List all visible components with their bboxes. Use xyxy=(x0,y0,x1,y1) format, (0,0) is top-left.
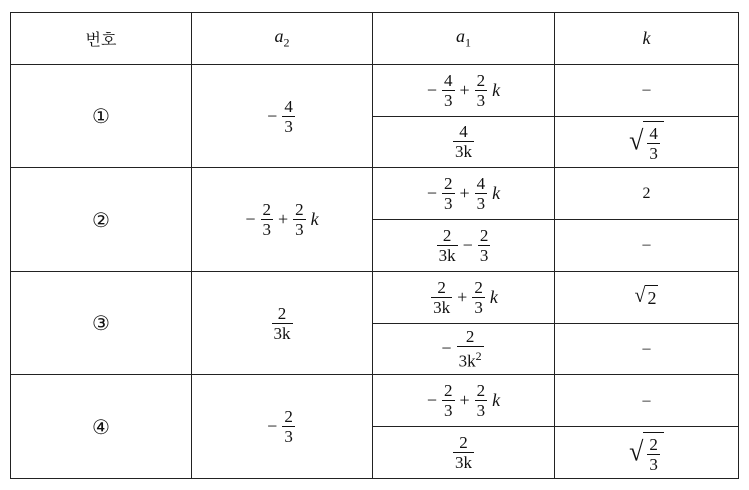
numerator: 2 xyxy=(465,327,475,347)
denominator: 3 xyxy=(479,245,489,265)
math-symbol: 1 xyxy=(465,35,471,50)
square-root: √ $\frac{4}{3}$ xyxy=(629,121,664,163)
numerator: 2 xyxy=(284,407,293,427)
denominator: 3k xyxy=(438,245,456,265)
square-root: √ $\frac{2}{3}$ xyxy=(629,432,664,474)
fraction xyxy=(457,327,484,371)
math-expression xyxy=(267,97,297,136)
math-expression xyxy=(451,122,476,161)
fraction xyxy=(261,200,274,239)
math-symbol: k xyxy=(492,79,501,100)
math-symbol: k xyxy=(642,27,651,48)
operator: + xyxy=(278,209,289,230)
operator: − xyxy=(267,416,278,437)
numerator: 2 xyxy=(442,225,452,245)
a1-cell xyxy=(373,168,555,220)
denominator: 3 xyxy=(295,220,304,240)
numerator: 2 xyxy=(277,303,287,323)
a2-cell xyxy=(192,375,373,479)
math-expression xyxy=(435,226,493,265)
denominator: 3 xyxy=(476,194,486,214)
operator: − xyxy=(462,234,473,255)
numerator: 2 xyxy=(479,225,489,245)
numerator: 2 xyxy=(444,174,453,194)
fraction xyxy=(647,124,660,163)
fraction xyxy=(453,433,474,472)
numerator: 2 xyxy=(437,277,446,297)
a1-cell xyxy=(373,323,555,375)
fraction xyxy=(293,200,306,239)
numerator: 2 xyxy=(476,70,486,90)
operator: + xyxy=(459,79,470,100)
a1-cell xyxy=(373,375,555,427)
denominator: 3 xyxy=(649,143,658,163)
numerator: 2 xyxy=(476,381,486,401)
math-symbol: a xyxy=(456,26,465,47)
operator: − xyxy=(426,79,437,100)
math-expression xyxy=(427,71,500,110)
fraction xyxy=(442,71,455,110)
numerator: 2 xyxy=(295,200,304,220)
math-symbol: 2 xyxy=(475,349,482,364)
k-cell: – xyxy=(555,375,739,427)
denominator: 3 xyxy=(474,297,483,317)
operator: − xyxy=(426,390,437,411)
math-expression xyxy=(441,327,485,371)
header-k xyxy=(555,13,739,65)
denominator: 3 xyxy=(476,401,486,421)
k-cell: – xyxy=(555,323,739,375)
row-number: ③ xyxy=(11,271,192,375)
a2-cell xyxy=(192,64,373,168)
operator: − xyxy=(245,209,256,230)
numerator: 4 xyxy=(284,96,293,116)
fraction xyxy=(647,435,660,474)
denominator: 3k xyxy=(455,453,472,473)
denominator: 3 xyxy=(444,401,453,421)
operator: + xyxy=(459,183,470,204)
fraction xyxy=(442,174,455,213)
math-symbol: k xyxy=(310,209,319,230)
fraction xyxy=(282,407,295,446)
header-a2 xyxy=(192,13,373,65)
a1-cell xyxy=(373,116,555,168)
header-a1 xyxy=(373,13,555,65)
a1-cell xyxy=(373,220,555,272)
operator: − xyxy=(267,105,278,126)
denominator: 3 xyxy=(476,90,486,110)
a1-cell xyxy=(373,427,555,479)
math-expression xyxy=(427,174,500,213)
a2-cell xyxy=(192,271,373,375)
header-number: 번호 xyxy=(11,13,192,65)
operator: + xyxy=(459,390,470,411)
fraction xyxy=(475,71,488,110)
row-number: ④ xyxy=(11,375,192,479)
numerator: 2 xyxy=(262,200,271,220)
math-symbol: 2 xyxy=(283,35,290,50)
operator: + xyxy=(457,286,468,307)
k-cell xyxy=(555,271,739,323)
fraction xyxy=(478,226,491,265)
k-cell xyxy=(555,116,739,168)
math-expression xyxy=(270,304,295,343)
math-symbol: a xyxy=(274,26,284,47)
math-expression xyxy=(451,433,476,472)
fraction xyxy=(472,278,485,317)
math-expression xyxy=(245,200,318,239)
fraction xyxy=(431,278,452,317)
table-row xyxy=(11,168,739,220)
numerator: 4 xyxy=(444,70,453,90)
fraction xyxy=(453,122,474,161)
math-symbol: k xyxy=(492,183,501,204)
k-cell: 2 xyxy=(555,168,739,220)
operator: − xyxy=(426,183,437,204)
denominator: 3k xyxy=(455,142,472,162)
k-cell: – xyxy=(555,64,739,116)
fraction xyxy=(282,97,295,136)
k-cell: – xyxy=(555,220,739,272)
denominator: 3 xyxy=(444,194,453,214)
k-cell xyxy=(555,427,739,479)
fraction xyxy=(475,174,488,213)
fraction xyxy=(475,381,488,420)
math-symbol: k xyxy=(492,390,501,411)
table-row xyxy=(11,271,739,323)
numerator: 2 xyxy=(444,381,453,401)
a1-cell xyxy=(373,64,555,116)
denominator: 3 xyxy=(262,220,271,240)
square-root: √ 2 xyxy=(634,284,657,309)
a2-cell xyxy=(192,168,373,272)
a1-cell xyxy=(373,271,555,323)
denominator: 3 xyxy=(649,454,658,474)
table-row xyxy=(11,375,739,427)
fraction xyxy=(437,226,458,265)
numerator: 4 xyxy=(459,122,468,142)
denominator: 3 xyxy=(284,116,293,136)
numerator: 2 xyxy=(649,434,658,454)
numerator: 2 xyxy=(459,433,468,453)
row-number: ① xyxy=(11,64,192,168)
header-row xyxy=(11,13,739,65)
fraction xyxy=(442,381,455,420)
solution-table xyxy=(10,12,739,479)
denominator: 3k xyxy=(273,323,291,343)
row-number: ② xyxy=(11,168,192,272)
denominator: 3 xyxy=(444,90,453,110)
table-row xyxy=(11,64,739,116)
math-expression xyxy=(429,278,498,317)
numerator: 4 xyxy=(476,174,486,194)
math-expression xyxy=(427,381,500,420)
numerator: 2 xyxy=(474,277,483,297)
denominator: $3k^2$ xyxy=(457,346,484,371)
math-expression xyxy=(267,407,297,446)
denominator: 3 xyxy=(284,427,293,447)
denominator: 3k xyxy=(433,297,451,317)
math-symbol: k xyxy=(489,286,498,307)
numerator: 4 xyxy=(649,123,658,143)
operator: − xyxy=(441,338,452,359)
fraction xyxy=(272,304,293,343)
